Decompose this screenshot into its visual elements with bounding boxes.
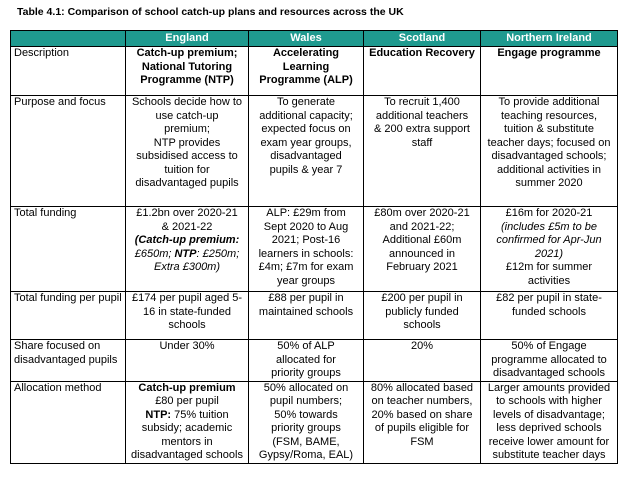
cell-wales	[249, 292, 364, 340]
cell-line: teacher days; focused on	[487, 136, 611, 149]
cell-line: on teacher numbers,	[371, 395, 473, 407]
cell-line: summer 2020	[515, 177, 583, 189]
cell-line: Accelerating	[272, 47, 340, 59]
cell-line: tuition & substitute	[504, 123, 594, 135]
cell-line: 50% of Engage	[511, 340, 587, 352]
cell-line: to schools with higher	[496, 395, 602, 407]
cell-line: additional teachers	[375, 109, 469, 122]
cell-england	[126, 96, 249, 207]
cell-line: Extra £300m)	[153, 261, 221, 273]
cell-line: maintained schools	[258, 305, 354, 318]
cell-line: additional activities in	[497, 163, 601, 176]
cell-northern-ireland	[481, 292, 618, 340]
cell-line: of pupils eligible for	[374, 422, 470, 434]
cell-line: year groups	[276, 274, 336, 287]
cell-scotland	[364, 47, 481, 96]
cell-line: Catch-up premium;	[136, 47, 238, 59]
cell-line: priority groups	[271, 367, 341, 379]
cell-line: expected focus on	[261, 123, 351, 135]
cell-line: & 2021-22	[161, 220, 213, 233]
table-row	[11, 207, 618, 292]
cell-line: FSM	[410, 435, 434, 448]
cell-line: schools	[168, 319, 206, 331]
cell-line: Catch-up premium	[138, 381, 236, 394]
row-label: Allocation method	[11, 381, 126, 463]
cell-line: To provide additional	[498, 96, 600, 108]
cell-line: subsidy; academic	[141, 422, 233, 434]
row-label: Description	[11, 47, 126, 96]
cell-line: ALP: £29m from	[266, 207, 346, 219]
cell-scotland	[364, 340, 481, 382]
header-cell-england: England	[126, 31, 249, 47]
header-cell-blank	[11, 31, 126, 47]
cell-line: programme allocated to	[491, 353, 607, 366]
cell-line: Schools decide how to	[131, 96, 243, 108]
cell-line: £4m; £7m for exam	[258, 261, 354, 273]
cell-england	[126, 47, 249, 96]
table-row	[11, 96, 618, 207]
cell-northern-ireland	[481, 207, 618, 292]
cell-line: use catch-up	[155, 109, 219, 122]
cell-line: allocated for	[276, 353, 336, 366]
cell-line: subsidised access to	[136, 150, 238, 162]
cell-line: additional capacity;	[259, 109, 353, 122]
cell-line: 20%	[410, 340, 434, 352]
table-row	[11, 381, 618, 463]
table-row	[11, 47, 618, 96]
cell-line: £80m over 2020-21	[374, 207, 470, 219]
cell-line: activities	[527, 274, 571, 287]
cell-line: Education Recovery	[369, 47, 475, 59]
cell-england	[126, 207, 249, 292]
cell-line: Programme (ALP)	[259, 74, 353, 86]
cell-line: NTP provides	[153, 136, 221, 149]
cell-line: confirmed for Apr-Jun	[496, 234, 602, 246]
cell-line: learners in schools:	[258, 247, 354, 260]
cell-northern-ireland	[481, 340, 618, 382]
cell-line: 50% allocated on	[263, 381, 349, 394]
cell-line: £88 per pupil in	[268, 292, 344, 304]
cell-wales	[249, 96, 364, 207]
row-label: Share focused on disadvantaged pupils	[11, 340, 126, 382]
header-cell-wales: Wales	[249, 31, 364, 47]
cell-scotland	[364, 381, 481, 463]
cell-england	[126, 292, 249, 340]
cell-line: £650m; NTP: £250m;	[134, 247, 240, 260]
cell-line: disadvantaged schools;	[491, 150, 607, 162]
row-label: Total funding per pupil	[11, 292, 126, 340]
cell-line: £1.2bn over 2020-21	[136, 207, 238, 219]
cell-wales	[249, 340, 364, 382]
cell-line: schools	[403, 319, 441, 331]
cell-line: 50% of ALP	[277, 340, 335, 352]
cell-line: £174 per pupil aged 5-	[131, 292, 243, 304]
table-row	[11, 292, 618, 340]
cell-line: Sept 2020 to Aug	[263, 220, 349, 233]
cell-line: funded schools	[512, 305, 586, 318]
cell-line: (Catch-up premium:	[134, 234, 240, 246]
cell-line: February 2021	[386, 261, 458, 273]
cell-wales	[249, 47, 364, 96]
cell-line: £12m for summer	[505, 261, 593, 273]
cell-line: Additional £60m	[382, 234, 462, 246]
cell-line: 16 in state-funded	[142, 305, 232, 318]
cell-line: Engage programme	[497, 47, 601, 59]
cell-line: To generate	[276, 96, 336, 108]
cell-england	[126, 340, 249, 382]
cell-line: (includes £5m to be	[501, 220, 597, 233]
cell-line: £16m for 2020-21	[505, 207, 593, 219]
header-cell-scotland: Scotland	[364, 31, 481, 47]
cell-line: substitute teacher days	[492, 449, 606, 461]
table-row	[11, 340, 618, 382]
row-label: Total funding	[11, 207, 126, 292]
cell-line: Gypsy/Roma, EAL)	[258, 449, 354, 461]
cell-scotland	[364, 207, 481, 292]
cell-line: NTP: 75% tuition	[145, 408, 229, 421]
cell-line: £82 per pupil in state-	[496, 292, 602, 304]
cell-line: disadvantaged pupils	[135, 177, 239, 189]
cell-line: staff	[411, 136, 433, 149]
cell-line: announced in	[388, 247, 456, 260]
cell-northern-ireland	[481, 96, 618, 207]
cell-line: 2021)	[534, 247, 564, 260]
cell-england	[126, 381, 249, 463]
comparison-table	[10, 30, 618, 464]
cell-line: teaching resources,	[501, 109, 597, 122]
cell-line: less deprived schools	[496, 422, 602, 434]
table-body	[11, 47, 618, 464]
cell-line: and 2021-22;	[389, 220, 455, 233]
cell-line: 50% towards	[274, 408, 338, 421]
cell-wales	[249, 207, 364, 292]
cell-line: disadvantaged schools	[131, 449, 243, 461]
cell-line: Programme (NTP)	[140, 74, 234, 86]
cell-line: publicly funded	[385, 305, 459, 318]
cell-line: & 200 extra support	[373, 123, 470, 135]
cell-line: 20% based on share	[371, 408, 473, 421]
cell-line: Under 30%	[159, 340, 215, 352]
cell-scotland	[364, 96, 481, 207]
cell-scotland	[364, 292, 481, 340]
cell-line: Learning	[282, 60, 330, 73]
header-row	[11, 31, 618, 47]
cell-line: receive lower amount for	[488, 435, 610, 448]
cell-line: pupils & year 7	[269, 163, 343, 176]
cell-line: exam year groups,	[260, 136, 352, 149]
row-label: Purpose and focus	[11, 96, 126, 207]
cell-line: disadvantaged schools	[493, 367, 605, 379]
cell-northern-ireland	[481, 47, 618, 96]
cell-line: levels of disadvantage;	[493, 408, 605, 421]
cell-northern-ireland	[481, 381, 618, 463]
cell-line: disadvantaged	[270, 150, 342, 162]
cell-line: To recruit 1,400	[384, 96, 460, 108]
cell-line: priority groups	[271, 422, 341, 434]
cell-line: pupil numbers;	[269, 395, 343, 407]
cell-line: premium;	[164, 123, 210, 135]
cell-wales	[249, 381, 364, 463]
header-cell-northern-ireland: Northern Ireland	[481, 31, 618, 47]
cell-line: Larger amounts provided	[487, 381, 611, 394]
cell-line: 80% allocated based	[370, 381, 474, 394]
cell-line: (FSM, BAME,	[272, 435, 340, 448]
cell-line: tuition for	[164, 163, 210, 176]
cell-line: £80 per pupil	[155, 395, 219, 407]
cell-line: £200 per pupil in	[381, 292, 463, 304]
table-caption: Table 4.1: Comparison of school catch-up plans and resources across the UK	[17, 6, 404, 18]
cell-line: mentors in	[161, 435, 213, 448]
cell-line: 2021; Post-16	[271, 234, 341, 246]
cell-line: National Tutoring	[141, 60, 233, 73]
